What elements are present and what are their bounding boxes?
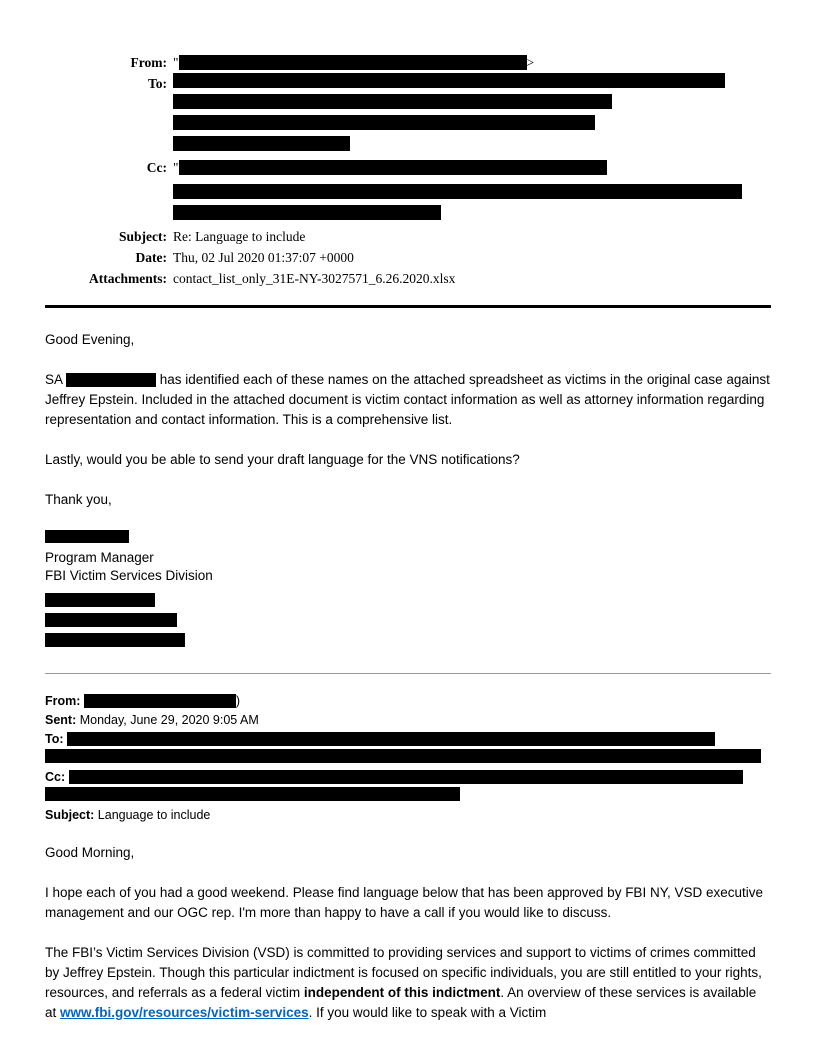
redaction-bar bbox=[173, 115, 595, 130]
email-header bbox=[45, 52, 771, 289]
quoted-paragraph-2-text-1: The FBI’s Victim Services Division (VSD) is committed to providing services and support to victims of crimes committed by Jeffrey Epstein. Though this particular indictment is focused on specific individuals, you are still entitled to your rights, resources, and referrals as a federal victim bbox=[45, 945, 762, 1000]
date-label: Date: bbox=[135, 250, 167, 265]
to-value bbox=[173, 73, 771, 157]
quoted-subject-value: Language to include bbox=[94, 808, 211, 822]
redaction-bar bbox=[66, 373, 156, 387]
quoted-subject-row bbox=[45, 806, 770, 825]
to-label: To: bbox=[147, 76, 167, 91]
paragraph-1-text: has identified each of these names on the attached spreadsheet as victims in the original case against Jeffrey Epstein. Included in the attached document is victim contact information as well as attorney information regarding representation and contact information. This is a comprehensive list. bbox=[45, 372, 770, 427]
attachment-filename: contact_list_only_31E-NY-3027571_6.26.2020.xlsx bbox=[173, 271, 456, 286]
redaction-bar bbox=[45, 530, 129, 543]
redaction-bar bbox=[179, 55, 527, 70]
quoted-from-row bbox=[45, 692, 770, 711]
quoted-email-header bbox=[45, 692, 770, 825]
redaction-bar bbox=[179, 160, 607, 175]
subject-value: Re: Language to include bbox=[173, 229, 306, 244]
message-divider bbox=[45, 673, 771, 674]
from-close-bracket: > bbox=[526, 55, 535, 70]
paragraph-1 bbox=[45, 370, 770, 430]
greeting: Good Evening, bbox=[45, 332, 135, 347]
paragraph-2: Lastly, would you be able to send your draft language for the VNS notifications? bbox=[45, 452, 520, 467]
cc-line bbox=[173, 157, 771, 178]
quoted-from-close-paren: ) bbox=[235, 694, 241, 708]
cc-value bbox=[173, 157, 771, 226]
quoted-subject-label: Subject: bbox=[45, 808, 95, 822]
quoted-paragraph-2-text-3: . If you would like to speak with a Victim bbox=[308, 1005, 547, 1020]
redaction-bar bbox=[67, 732, 715, 746]
quoted-from-label: From: bbox=[45, 694, 81, 708]
redaction-bar bbox=[173, 73, 725, 88]
redaction-bar bbox=[45, 633, 185, 647]
cc-label: Cc: bbox=[146, 160, 167, 175]
quoted-paragraph-2-text-2: . An overview of these services is available at bbox=[45, 985, 757, 1020]
quoted-sent-value: Monday, June 29, 2020 9:05 AM bbox=[76, 713, 259, 727]
victim-services-link[interactable]: www.fbi.gov/resources/victim-services bbox=[60, 1005, 309, 1020]
quoted-sent-label: Sent: bbox=[45, 713, 77, 727]
redaction-bar bbox=[173, 94, 612, 109]
redaction-bar bbox=[45, 593, 155, 607]
quoted-paragraph-2 bbox=[45, 943, 770, 1023]
quoted-message-body bbox=[45, 843, 770, 1023]
redaction-bar bbox=[173, 136, 350, 151]
date-value: Thu, 02 Jul 2020 01:37:07 +0000 bbox=[173, 250, 354, 265]
from-open-quote: " bbox=[173, 55, 179, 70]
quoted-sent-row bbox=[45, 711, 770, 730]
redaction-bar bbox=[173, 184, 742, 199]
redaction-bar bbox=[45, 787, 460, 801]
signature-block bbox=[45, 530, 770, 647]
from-value bbox=[173, 52, 771, 73]
closing: Thank you, bbox=[45, 492, 112, 507]
redaction-bar bbox=[173, 205, 441, 220]
signature-org: FBI Victim Services Division bbox=[45, 568, 213, 583]
message-body bbox=[45, 330, 770, 647]
signature-title: Program Manager bbox=[45, 550, 154, 565]
redaction-bar bbox=[45, 613, 177, 627]
quoted-to-label: To: bbox=[45, 732, 64, 746]
from-label: From: bbox=[130, 55, 167, 70]
quoted-cc-row bbox=[45, 768, 770, 787]
quoted-paragraph-1: I hope each of you had a good weekend. Please find language below that has been approved by FBI NY, VSD executive management and our OGC rep. I'm more than happy to have a call if you would like to discuss. bbox=[45, 885, 763, 920]
cc-open-quote: " bbox=[173, 160, 179, 175]
quoted-to-row bbox=[45, 730, 770, 749]
subject-label: Subject: bbox=[119, 229, 167, 244]
attachments-label: Attachments: bbox=[89, 271, 167, 286]
redaction-bar bbox=[45, 749, 761, 763]
quoted-greeting: Good Morning, bbox=[45, 845, 135, 860]
header-divider bbox=[45, 305, 771, 308]
sa-prefix: SA bbox=[45, 372, 67, 387]
quoted-paragraph-2-bold: independent of this indictment bbox=[303, 985, 501, 1000]
quoted-cc-label: Cc: bbox=[45, 770, 66, 784]
redaction-bar bbox=[69, 770, 743, 784]
redaction-bar bbox=[84, 694, 236, 708]
